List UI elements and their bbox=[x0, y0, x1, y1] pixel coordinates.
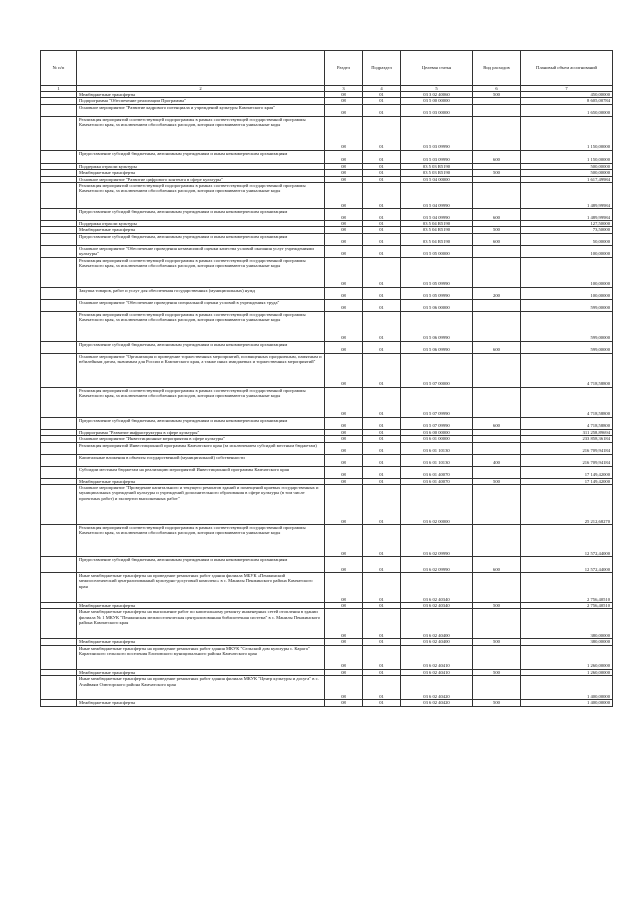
row-podrazdel-cell: 01 bbox=[363, 104, 401, 116]
row-expense-type-cell bbox=[473, 676, 521, 700]
row-razdel-cell: 08 bbox=[325, 353, 363, 387]
row-razdel-cell: 08 bbox=[325, 92, 363, 98]
row-expense-type-cell: 500 bbox=[473, 170, 521, 176]
row-amount-cell: 1 617,49984 bbox=[521, 176, 613, 182]
row-expense-type-cell: 500 bbox=[473, 700, 521, 706]
row-amount-cell: 12 572,44000 bbox=[521, 525, 613, 557]
row-amount-cell: 1 150,00000 bbox=[521, 150, 613, 163]
row-number-cell bbox=[41, 454, 77, 466]
row-amount-cell: 4 718,58800 bbox=[521, 417, 613, 429]
row-name-cell: Подпрограмма "Развитие инфраструктуры в сфере культуры" bbox=[77, 429, 325, 435]
row-name-cell: Предоставление субсидий бюджетным, автономным учреждениям и иным некоммерческим организациям bbox=[77, 341, 325, 353]
row-expense-type-cell: 600 bbox=[473, 209, 521, 221]
row-number-cell bbox=[41, 287, 77, 299]
row-target-cell: 03 6 02 40340 bbox=[401, 603, 473, 609]
row-podrazdel-cell: 01 bbox=[363, 603, 401, 609]
row-name-cell: Межбюджетные трансферты bbox=[77, 603, 325, 609]
row-expense-type-cell bbox=[473, 116, 521, 150]
row-number-cell bbox=[41, 233, 77, 245]
row-expense-type-cell bbox=[473, 245, 521, 257]
row-target-cell: 03 5 03 R5190 bbox=[401, 163, 473, 169]
table-body bbox=[41, 92, 613, 707]
row-amount-cell: 599,00000 bbox=[521, 311, 613, 341]
row-razdel-cell: 08 bbox=[325, 311, 363, 341]
row-amount-cell: 4 718,58800 bbox=[521, 353, 613, 387]
row-podrazdel-cell: 01 bbox=[363, 387, 401, 417]
row-target-cell: 03 6 01 40070 bbox=[401, 478, 473, 484]
row-amount-cell: 216 709,94184 bbox=[521, 442, 613, 454]
row-expense-type-cell: 600 bbox=[473, 417, 521, 429]
row-podrazdel-cell: 01 bbox=[363, 116, 401, 150]
table-row bbox=[41, 387, 613, 417]
index-cell: 3 bbox=[325, 86, 363, 92]
row-razdel-cell: 08 bbox=[325, 417, 363, 429]
row-amount-cell: 2 756,40510 bbox=[521, 603, 613, 609]
row-expense-type-cell: 500 bbox=[473, 227, 521, 233]
row-name-cell: Межбюджетные трансферты bbox=[77, 227, 325, 233]
col-target-header: Целевая статья bbox=[401, 51, 473, 86]
row-amount-cell: 311 258,89694 bbox=[521, 429, 613, 435]
row-expense-type-cell: 500 bbox=[473, 639, 521, 645]
row-expense-type-cell bbox=[473, 609, 521, 639]
row-number-cell bbox=[41, 609, 77, 639]
row-podrazdel-cell: 01 bbox=[363, 676, 401, 700]
row-razdel-cell: 08 bbox=[325, 609, 363, 639]
row-podrazdel-cell: 01 bbox=[363, 227, 401, 233]
row-amount-cell: 1 260,00000 bbox=[521, 645, 613, 669]
index-cell: 2 bbox=[77, 86, 325, 92]
index-cell: 4 bbox=[363, 86, 401, 92]
row-podrazdel-cell: 01 bbox=[363, 454, 401, 466]
row-target-cell: 03 5 05 00000 bbox=[401, 245, 473, 257]
table-row bbox=[41, 245, 613, 257]
row-name-cell: Реализация мероприятий соответствующей подпрограммы в рамках соответствующей государственной программы Камчатского края, за исключением обособленных расходов, которым присваиваются уникальные коды bbox=[77, 257, 325, 287]
row-target-cell: 03 6 01 10130 bbox=[401, 454, 473, 466]
row-amount-cell: 100,00000 bbox=[521, 245, 613, 257]
row-name-cell: Межбюджетные трансферты bbox=[77, 669, 325, 675]
row-razdel-cell: 08 bbox=[325, 287, 363, 299]
row-razdel-cell: 08 bbox=[325, 485, 363, 525]
row-razdel-cell: 08 bbox=[325, 209, 363, 221]
row-razdel-cell: 08 bbox=[325, 454, 363, 466]
row-razdel-cell: 08 bbox=[325, 163, 363, 169]
row-amount-cell: 2 756,40510 bbox=[521, 573, 613, 603]
row-name-cell: Иные межбюджетные трансферты на проведение ремонтных работ здания филиала МБУК «Пенжинский межпоселенческий централизованный культурно-досуговый комплекс» в с. Манилы Пенжинского района Камчатского края bbox=[77, 573, 325, 603]
row-razdel-cell: 08 bbox=[325, 645, 363, 669]
row-name-cell: Капитальные вложения в объекты государственной (муниципальной) собственности bbox=[77, 454, 325, 466]
row-razdel-cell: 08 bbox=[325, 669, 363, 675]
row-expense-type-cell: 500 bbox=[473, 92, 521, 98]
row-target-cell: 03 5 04 09990 bbox=[401, 209, 473, 221]
row-podrazdel-cell: 01 bbox=[363, 92, 401, 98]
row-expense-type-cell bbox=[473, 645, 521, 669]
table-row bbox=[41, 645, 613, 669]
row-podrazdel-cell: 01 bbox=[363, 299, 401, 311]
row-podrazdel-cell: 01 bbox=[363, 436, 401, 442]
row-razdel-cell: 08 bbox=[325, 341, 363, 353]
row-number-cell bbox=[41, 645, 77, 669]
row-name-cell: Межбюджетные трансферты bbox=[77, 170, 325, 176]
row-razdel-cell: 08 bbox=[325, 116, 363, 150]
row-target-cell: 03 5 04 09990 bbox=[401, 183, 473, 209]
row-razdel-cell: 08 bbox=[325, 557, 363, 573]
row-amount-cell: 380,00000 bbox=[521, 609, 613, 639]
row-name-cell: Реализация мероприятий соответствующей подпрограммы в рамках соответствующей государственной программы Камчатского края, за исключением обособленных расходов, которым присваиваются уникальные коды bbox=[77, 183, 325, 209]
row-razdel-cell: 08 bbox=[325, 573, 363, 603]
row-amount-cell: 599,00000 bbox=[521, 341, 613, 353]
row-target-cell: 03 6 02 09990 bbox=[401, 525, 473, 557]
row-number-cell bbox=[41, 150, 77, 163]
row-podrazdel-cell: 01 bbox=[363, 525, 401, 557]
table-row bbox=[41, 557, 613, 573]
row-target-cell: 03 5 07 09990 bbox=[401, 387, 473, 417]
row-razdel-cell: 08 bbox=[325, 466, 363, 478]
row-number-cell bbox=[41, 245, 77, 257]
row-razdel-cell: 08 bbox=[325, 183, 363, 209]
row-target-cell: 03 5 04 00000 bbox=[401, 176, 473, 182]
row-target-cell: 03 5 07 09990 bbox=[401, 417, 473, 429]
row-number-cell bbox=[41, 257, 77, 287]
row-number-cell bbox=[41, 676, 77, 700]
row-name-cell: Реализация мероприятий соответствующей подпрограммы в рамках соответствующей государственной программы Камчатского края, за исключением обособленных расходов, которым присваиваются уникальные коды bbox=[77, 387, 325, 417]
row-target-cell: 03 5 03 R5190 bbox=[401, 170, 473, 176]
row-name-cell: Реализация мероприятий Инвестиционной программы Камчатского края (за исключением субсидий местным бюджетам) bbox=[77, 442, 325, 454]
row-expense-type-cell bbox=[473, 257, 521, 287]
row-podrazdel-cell: 01 bbox=[363, 645, 401, 669]
row-name-cell: Реализация мероприятий соответствующей подпрограммы в рамках соответствующей государственной программы Камчатского края, за исключением обособленных расходов, которым присваиваются уникальные коды bbox=[77, 525, 325, 557]
row-expense-type-cell bbox=[473, 104, 521, 116]
row-podrazdel-cell: 01 bbox=[363, 609, 401, 639]
row-podrazdel-cell: 01 bbox=[363, 233, 401, 245]
row-expense-type-cell: 600 bbox=[473, 150, 521, 163]
row-target-cell: 03 5 06 00000 bbox=[401, 299, 473, 311]
row-target-cell: 03 6 02 40420 bbox=[401, 700, 473, 706]
row-name-cell: Основное мероприятие "Проведение капитального и текущего ремонтов зданий и помещений краевых государственных и муниципальных учреждений культуры и учреждений дополнительного образования в сфере культуры (в том числе проектных работ) и экспертиз выполненных работ" bbox=[77, 485, 325, 525]
row-podrazdel-cell: 01 bbox=[363, 353, 401, 387]
row-amount-cell: 233 858,36184 bbox=[521, 436, 613, 442]
row-podrazdel-cell: 01 bbox=[363, 257, 401, 287]
row-target-cell: 03 6 02 40410 bbox=[401, 669, 473, 675]
row-name-cell: Предоставление субсидий бюджетным, автономным учреждениям и иным некоммерческим организациям bbox=[77, 417, 325, 429]
row-podrazdel-cell: 01 bbox=[363, 341, 401, 353]
row-podrazdel-cell: 01 bbox=[363, 478, 401, 484]
row-razdel-cell: 08 bbox=[325, 221, 363, 227]
row-podrazdel-cell: 01 bbox=[363, 557, 401, 573]
table-row bbox=[41, 609, 613, 639]
budget-table-sheet bbox=[40, 50, 612, 707]
row-podrazdel-cell: 01 bbox=[363, 485, 401, 525]
table-row bbox=[41, 353, 613, 387]
row-name-cell: Основное мероприятие "Организация и проведение торжественных мероприятий, посвященных праздничным, памятным и юбилейным датам, значимым для России и Камчатского края, а также иных имиджевых и торжественных мероприятий" bbox=[77, 353, 325, 387]
row-target-cell: 03 6 02 40400 bbox=[401, 639, 473, 645]
row-podrazdel-cell: 01 bbox=[363, 98, 401, 104]
row-razdel-cell: 08 bbox=[325, 429, 363, 435]
table-row bbox=[41, 287, 613, 299]
row-number-cell bbox=[41, 341, 77, 353]
row-razdel-cell: 08 bbox=[325, 176, 363, 182]
index-cell: 5 bbox=[401, 86, 473, 92]
table-row bbox=[41, 485, 613, 525]
row-expense-type-cell: 400 bbox=[473, 454, 521, 466]
row-expense-type-cell: 500 bbox=[473, 603, 521, 609]
row-podrazdel-cell: 01 bbox=[363, 700, 401, 706]
row-number-cell bbox=[41, 353, 77, 387]
table-row bbox=[41, 183, 613, 209]
table-row bbox=[41, 257, 613, 287]
row-expense-type-cell bbox=[473, 353, 521, 387]
row-razdel-cell: 08 bbox=[325, 639, 363, 645]
row-amount-cell: 50,00000 bbox=[521, 233, 613, 245]
row-expense-type-cell bbox=[473, 299, 521, 311]
row-amount-cell: 8 605,00784 bbox=[521, 98, 613, 104]
col-number-header: № п/п bbox=[41, 51, 77, 86]
table-row bbox=[41, 573, 613, 603]
row-amount-cell: 1 260,00000 bbox=[521, 669, 613, 675]
row-podrazdel-cell: 01 bbox=[363, 442, 401, 454]
row-expense-type-cell: 600 bbox=[473, 233, 521, 245]
col-expense-type-header: Вид расходов bbox=[473, 51, 521, 86]
index-cell: 1 bbox=[41, 86, 77, 92]
row-number-cell bbox=[41, 557, 77, 573]
row-razdel-cell: 08 bbox=[325, 98, 363, 104]
row-expense-type-cell: 500 bbox=[473, 478, 521, 484]
row-number-cell bbox=[41, 573, 77, 603]
table-row bbox=[41, 311, 613, 341]
row-name-cell: Предоставление субсидий бюджетным, автономным учреждениям и иным некоммерческим организациям bbox=[77, 557, 325, 573]
row-target-cell: 03 5 03 00000 bbox=[401, 104, 473, 116]
row-name-cell: Основное мероприятие "Инвестиционные мероприятия в сфере культуры" bbox=[77, 436, 325, 442]
row-name-cell: Предоставление субсидий бюджетным, автономным учреждениям и иным некоммерческим организациям bbox=[77, 150, 325, 163]
row-target-cell: 03 6 01 00000 bbox=[401, 436, 473, 442]
col-name-header bbox=[77, 51, 325, 86]
row-target-cell: 03 5 00 00000 bbox=[401, 98, 473, 104]
row-podrazdel-cell: 01 bbox=[363, 183, 401, 209]
row-name-cell: Поддержка отрасли культуры bbox=[77, 163, 325, 169]
row-target-cell: 03 6 02 40420 bbox=[401, 676, 473, 700]
row-name-cell: Иные межбюджетные трансферты на проведение ремонтных работ здания МКУК "Сельский дом культуры с. Карага" Карагинского сельского поселения Елизовского муниципального района Камчатского края bbox=[77, 645, 325, 669]
row-name-cell: Межбюджетные трансферты bbox=[77, 478, 325, 484]
header-row bbox=[41, 51, 613, 86]
index-cell: 7 bbox=[521, 86, 613, 92]
row-number-cell bbox=[41, 183, 77, 209]
row-number-cell bbox=[41, 209, 77, 221]
row-name-cell: Межбюджетные трансферты bbox=[77, 639, 325, 645]
row-amount-cell: 73,50000 bbox=[521, 227, 613, 233]
row-name-cell: Межбюджетные трансферты bbox=[77, 92, 325, 98]
row-number-cell bbox=[41, 116, 77, 150]
row-amount-cell: 1 400,00000 bbox=[521, 676, 613, 700]
table-row bbox=[41, 116, 613, 150]
row-target-cell: 03 5 03 09990 bbox=[401, 150, 473, 163]
row-number-cell bbox=[41, 387, 77, 417]
row-expense-type-cell bbox=[473, 525, 521, 557]
row-amount-cell: 12 572,44000 bbox=[521, 557, 613, 573]
row-expense-type-cell: 600 bbox=[473, 341, 521, 353]
row-number-cell bbox=[41, 466, 77, 478]
row-name-cell: Основное мероприятие "Обеспечение проведения специальной оценки условий в учреждениях труда" bbox=[77, 299, 325, 311]
row-expense-type-cell: 600 bbox=[473, 557, 521, 573]
col-razdel-header: Раздел bbox=[325, 51, 363, 86]
row-podrazdel-cell: 01 bbox=[363, 639, 401, 645]
row-target-cell: 03 5 07 00000 bbox=[401, 353, 473, 387]
row-razdel-cell: 08 bbox=[325, 700, 363, 706]
row-expense-type-cell bbox=[473, 387, 521, 417]
table-row bbox=[41, 700, 613, 706]
row-amount-cell: 25 212,68270 bbox=[521, 485, 613, 525]
row-podrazdel-cell: 01 bbox=[363, 163, 401, 169]
row-razdel-cell: 08 bbox=[325, 245, 363, 257]
row-amount-cell: 1 489,99984 bbox=[521, 183, 613, 209]
table-row bbox=[41, 299, 613, 311]
row-number-cell bbox=[41, 442, 77, 454]
row-target-cell: 03 5 05 09990 bbox=[401, 257, 473, 287]
row-podrazdel-cell: 01 bbox=[363, 221, 401, 227]
row-name-cell: Предоставление субсидий бюджетным, автономным учреждениям и иным некоммерческим организациям bbox=[77, 209, 325, 221]
row-amount-cell: 127,50000 bbox=[521, 221, 613, 227]
row-razdel-cell: 08 bbox=[325, 299, 363, 311]
col-podrazdel-header: Подраздел bbox=[363, 51, 401, 86]
row-target-cell: 03 3 02 40060 bbox=[401, 92, 473, 98]
row-expense-type-cell bbox=[473, 183, 521, 209]
row-name-cell: Иные межбюджетные трансферты на выполнение работ по капитальному ремонту инженерных сетей отопления в здании филиала № 1 МКУК "Пенжинская межпоселенческая централизованная библиотечная система" в с. Манилы Пенжинского района Камчатского края bbox=[77, 609, 325, 639]
row-target-cell: 03 5 03 09990 bbox=[401, 116, 473, 150]
table-row bbox=[41, 525, 613, 557]
row-podrazdel-cell: 01 bbox=[363, 170, 401, 176]
row-name-cell: Иные межбюджетные трансферты на проведение ремонтных работ здания филиала МКУК "Центр культуры и досуга" в с. Ачайваям Олюторского района Камчатского края bbox=[77, 676, 325, 700]
row-name-cell: Основное мероприятие "Развитие цифрового контента в сфере культуры" bbox=[77, 176, 325, 182]
row-name-cell: Реализация мероприятий соответствующей подпрограммы в рамках соответствующей государственной программы Камчатского края, за исключением обособленных расходов, которым присваиваются уникальные коды bbox=[77, 116, 325, 150]
row-razdel-cell: 08 bbox=[325, 170, 363, 176]
row-podrazdel-cell: 01 bbox=[363, 429, 401, 435]
row-podrazdel-cell: 01 bbox=[363, 150, 401, 163]
row-number-cell bbox=[41, 525, 77, 557]
table-row bbox=[41, 233, 613, 245]
row-razdel-cell: 08 bbox=[325, 233, 363, 245]
row-expense-type-cell bbox=[473, 311, 521, 341]
row-name-cell: Межбюджетные трансферты bbox=[77, 700, 325, 706]
row-name-cell: Реализация мероприятий соответствующей подпрограммы в рамках соответствующей государственной программы Камчатского края, за исключением обособленных расходов, которым присваиваются уникальные коды bbox=[77, 311, 325, 341]
row-target-cell: 03 5 04 R5190 bbox=[401, 233, 473, 245]
row-amount-cell: 1 489,99984 bbox=[521, 209, 613, 221]
row-amount-cell: 4 718,58800 bbox=[521, 387, 613, 417]
row-target-cell: 03 6 02 09990 bbox=[401, 557, 473, 573]
row-expense-type-cell bbox=[473, 485, 521, 525]
table-row bbox=[41, 341, 613, 353]
budget-table bbox=[40, 50, 613, 707]
row-number-cell bbox=[41, 700, 77, 706]
row-podrazdel-cell: 01 bbox=[363, 287, 401, 299]
row-target-cell: 03 6 02 40410 bbox=[401, 645, 473, 669]
row-amount-cell: 17 149,42000 bbox=[521, 478, 613, 484]
row-target-cell: 03 5 04 R5190 bbox=[401, 227, 473, 233]
table-row bbox=[41, 150, 613, 163]
row-amount-cell: 599,00000 bbox=[521, 299, 613, 311]
row-razdel-cell: 08 bbox=[325, 603, 363, 609]
row-target-cell: 03 6 01 10130 bbox=[401, 442, 473, 454]
row-expense-type-cell bbox=[473, 466, 521, 478]
row-name-cell: Поддержка отрасли культуры bbox=[77, 221, 325, 227]
row-number-cell bbox=[41, 299, 77, 311]
row-amount-cell: 100,00000 bbox=[521, 257, 613, 287]
row-target-cell: 03 6 01 40070 bbox=[401, 466, 473, 478]
row-podrazdel-cell: 01 bbox=[363, 209, 401, 221]
row-amount-cell: 450,00000 bbox=[521, 92, 613, 98]
row-podrazdel-cell: 01 bbox=[363, 245, 401, 257]
row-number-cell bbox=[41, 311, 77, 341]
row-target-cell: 03 6 02 40400 bbox=[401, 609, 473, 639]
table-row bbox=[41, 466, 613, 478]
row-target-cell: 03 5 06 09990 bbox=[401, 341, 473, 353]
row-name-cell: Закупка товаров, работ и услуг для обеспечения государственных (муниципальных) нужд bbox=[77, 287, 325, 299]
row-expense-type-cell: 500 bbox=[473, 669, 521, 675]
row-razdel-cell: 08 bbox=[325, 257, 363, 287]
row-target-cell: 03 5 04 R5190 bbox=[401, 221, 473, 227]
row-amount-cell: 100,00000 bbox=[521, 287, 613, 299]
row-razdel-cell: 08 bbox=[325, 104, 363, 116]
table-row bbox=[41, 676, 613, 700]
row-podrazdel-cell: 01 bbox=[363, 573, 401, 603]
row-target-cell: 03 5 05 09990 bbox=[401, 287, 473, 299]
row-name-cell: Субсидии местным бюджетам на реализацию мероприятий Инвестиционной программы Камчатского края bbox=[77, 466, 325, 478]
row-amount-cell: 1 400,00000 bbox=[521, 700, 613, 706]
table-row bbox=[41, 104, 613, 116]
row-amount-cell: 500,00000 bbox=[521, 163, 613, 169]
row-podrazdel-cell: 01 bbox=[363, 466, 401, 478]
col-amount-header: Плановый объем ассигнований bbox=[521, 51, 613, 86]
row-amount-cell: 1 150,00000 bbox=[521, 116, 613, 150]
row-podrazdel-cell: 01 bbox=[363, 176, 401, 182]
row-name-cell: Предоставление субсидий бюджетным, автономным учреждениям и иным некоммерческим организациям bbox=[77, 233, 325, 245]
row-podrazdel-cell: 01 bbox=[363, 669, 401, 675]
row-amount-cell: 1 650,00000 bbox=[521, 104, 613, 116]
row-target-cell: 03 6 02 00000 bbox=[401, 485, 473, 525]
table-row bbox=[41, 209, 613, 221]
row-expense-type-cell bbox=[473, 573, 521, 603]
row-razdel-cell: 08 bbox=[325, 436, 363, 442]
row-amount-cell: 500,00000 bbox=[521, 170, 613, 176]
row-name-cell: Основное мероприятие "Обеспечение проведения независимой оценки качества условий оказания услуг учреждениями культуры" bbox=[77, 245, 325, 257]
table-row bbox=[41, 454, 613, 466]
row-target-cell: 03 6 00 00000 bbox=[401, 429, 473, 435]
row-amount-cell: 17 149,42000 bbox=[521, 466, 613, 478]
row-number-cell bbox=[41, 417, 77, 429]
row-razdel-cell: 08 bbox=[325, 227, 363, 233]
row-razdel-cell: 08 bbox=[325, 676, 363, 700]
row-podrazdel-cell: 01 bbox=[363, 417, 401, 429]
row-razdel-cell: 08 bbox=[325, 387, 363, 417]
table-row bbox=[41, 417, 613, 429]
row-amount-cell: 216 709,94184 bbox=[521, 454, 613, 466]
row-target-cell: 03 6 02 40340 bbox=[401, 573, 473, 603]
row-podrazdel-cell: 01 bbox=[363, 311, 401, 341]
row-razdel-cell: 08 bbox=[325, 525, 363, 557]
row-razdel-cell: 08 bbox=[325, 478, 363, 484]
row-razdel-cell: 08 bbox=[325, 150, 363, 163]
row-name-cell: Подпрограмма "Обеспечение реализации Программы" bbox=[77, 98, 325, 104]
row-number-cell bbox=[41, 104, 77, 116]
row-name-cell: Основное мероприятие "Развитие кадрового потенциала и учреждений культуры Камчатского края" bbox=[77, 104, 325, 116]
row-number-cell bbox=[41, 485, 77, 525]
row-razdel-cell: 08 bbox=[325, 442, 363, 454]
row-expense-type-cell: 200 bbox=[473, 287, 521, 299]
table-row bbox=[41, 442, 613, 454]
row-expense-type-cell bbox=[473, 442, 521, 454]
row-target-cell: 03 5 06 09990 bbox=[401, 311, 473, 341]
index-cell: 6 bbox=[473, 86, 521, 92]
row-amount-cell: 380,00000 bbox=[521, 639, 613, 645]
